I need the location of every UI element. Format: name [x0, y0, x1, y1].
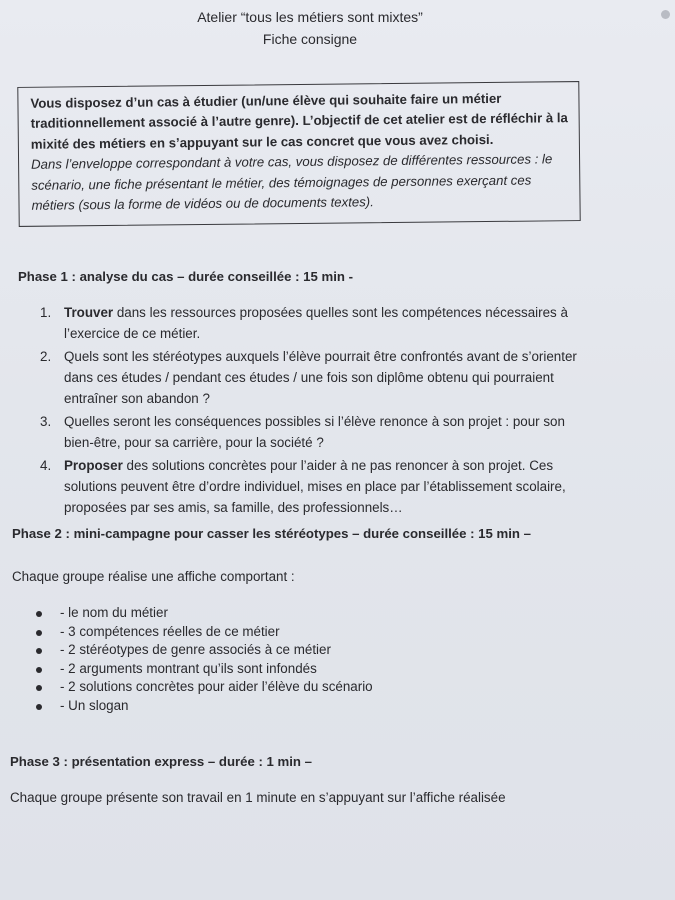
bullet-item — [36, 678, 373, 696]
step-number: 2. — [40, 349, 52, 364]
instructions-body: d’un cas à étudier (un/une élève qui souhaite faire un métier traditionnellement associé à l’autre genre). L’objectif de cet atelier est de réfléchir à la mixité des métiers en s’appuyant sur le cas concret que vous avez choisi. — [30, 90, 568, 152]
step-item — [40, 302, 580, 344]
phase-3-heading: Phase 3 : présentation express – durée : 1 min – — [10, 754, 312, 769]
bullet-item — [36, 697, 373, 715]
document-title: Atelier “tous les métiers sont mixtes” — [197, 9, 423, 25]
bullet-dot — [36, 685, 42, 691]
punch-hole — [661, 10, 670, 19]
phase-1-steps — [40, 302, 580, 520]
document-subtitle: Fiche consigne — [262, 31, 358, 47]
bullet-text: - 2 stéréotypes de genre associés à ce métier — [60, 642, 331, 657]
step-item — [40, 411, 580, 453]
step-verb: Proposer — [64, 458, 123, 473]
step-item — [40, 455, 580, 518]
step-text: Quels sont les stéréotypes auxquels l’élève pourrait être confrontés avant de s’orienter dans ces études / pendant ces études / une fois son diplôme obtenu qui pourraient entraîner son abandon ? — [64, 349, 577, 406]
step-text: Quelles seront les conséquences possibles si l’élève renonce à son projet : pour son bien-être, pour sa carrière, pour la société ? — [64, 414, 565, 450]
phase-3-text: Chaque groupe présente son travail en 1 minute en s’appuyant sur l’affiche réalisée — [10, 790, 506, 805]
instructions-text — [30, 88, 571, 216]
instructions-box — [17, 81, 580, 227]
bullet-item — [36, 660, 373, 678]
bullet-dot — [36, 611, 42, 617]
step-number: 1. — [40, 305, 52, 320]
step-text: des solutions concrètes pour l’aider à ne pas renoncer à son projet. Ces solutions peuvent être d’ordre individuel, mises en place par l’établissement scolaire, proposées par ses amis, sa famille, des professionnels… — [64, 458, 566, 515]
step-number: 3. — [40, 414, 52, 429]
bullet-text: - 2 solutions concrètes pour aider l’élève du scénario — [60, 679, 373, 694]
phase-2-bullets — [36, 604, 373, 715]
bullet-item — [36, 604, 373, 622]
bullet-dot — [36, 630, 42, 636]
bullet-text: - le nom du métier — [60, 605, 168, 620]
bullet-dot — [36, 648, 42, 654]
bullet-item — [36, 641, 373, 659]
phase-2-heading: Phase 2 : mini-campagne pour casser les stéréotypes – durée conseillée : 15 min – — [12, 526, 531, 541]
step-number: 4. — [40, 458, 52, 473]
bullet-text: - 3 compétences réelles de ce métier — [60, 623, 280, 639]
bullet-text: - 2 arguments montrant qu’ils sont infondés — [60, 660, 317, 676]
step-item — [40, 346, 580, 409]
step-text: dans les ressources proposées quelles sont les compétences nécessaires à l’exercice de ce métier. — [64, 305, 568, 341]
bullet-dot — [36, 667, 42, 673]
bullet-dot — [36, 704, 42, 710]
instructions-lead: Vous disposez — [30, 94, 122, 111]
phase-2-intro: Chaque groupe réalise une affiche comportant : — [12, 569, 295, 584]
bullet-text: - Un slogan — [60, 697, 129, 713]
instructions-italic: Dans l’enveloppe correspondant à votre cas, vous disposez de différentes ressources : le scénario, une fiche présentant le métier, des témoignages de personnes exerçant ces métiers (sous la forme de vidéos ou de documents textes). — [31, 151, 553, 213]
phase-1-heading: Phase 1 : analyse du cas – durée conseillée : 15 min - — [18, 269, 353, 284]
bullet-item — [36, 623, 373, 641]
step-verb: Trouver — [64, 305, 114, 320]
